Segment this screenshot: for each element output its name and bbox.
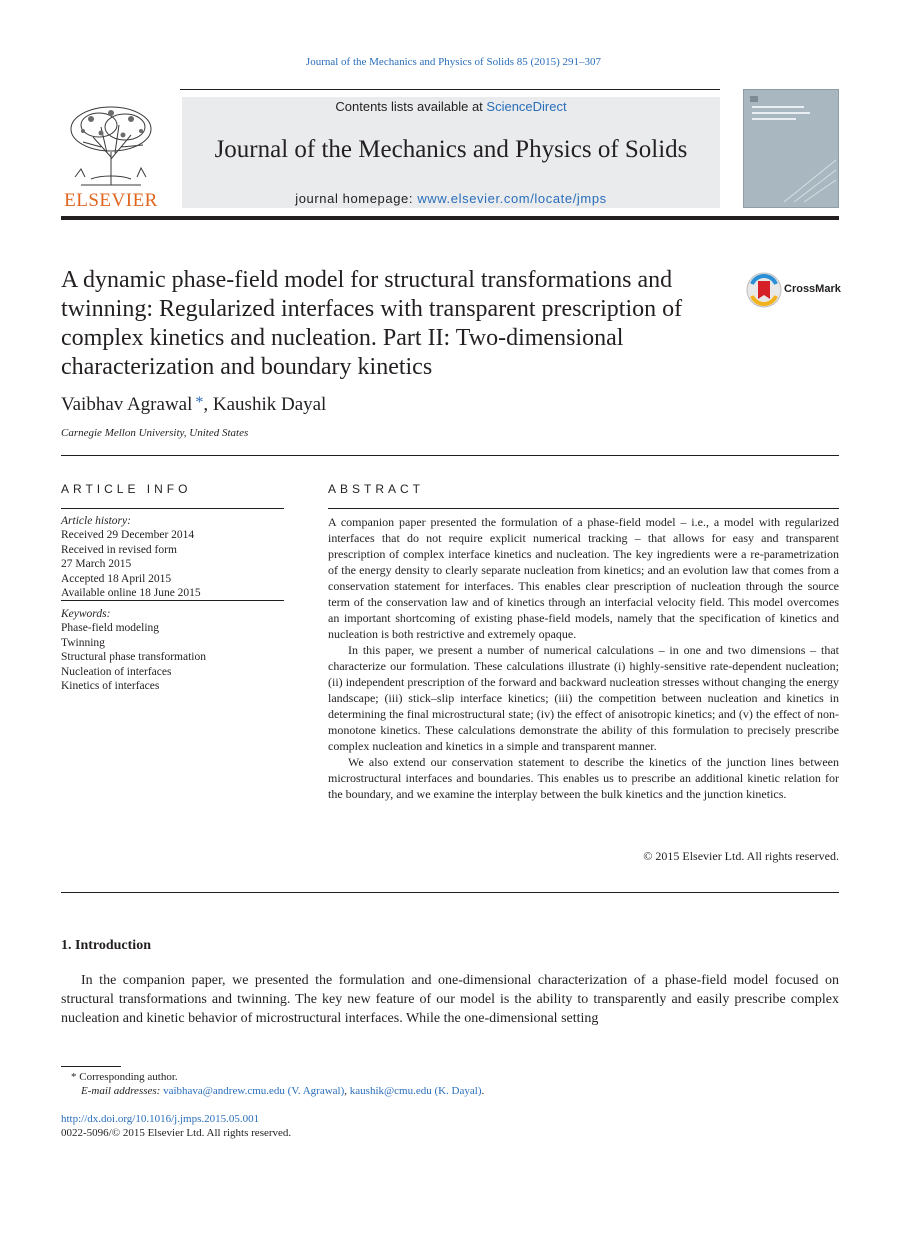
email-label: E-mail addresses:: [81, 1085, 164, 1097]
contents-prefix: Contents lists available at: [335, 99, 487, 114]
homepage-link[interactable]: www.elsevier.com/locate/jmps: [417, 191, 607, 206]
author-agrawal: Vaibhav Agrawal: [61, 394, 193, 415]
homepage-line: [182, 191, 720, 206]
footnote-rule: [61, 1066, 121, 1067]
email-end: .: [481, 1085, 485, 1097]
email-link-agrawal[interactable]: vaibhava@andrew.cmu.edu (V. Agrawal): [163, 1085, 345, 1097]
corresponding-author-note: * Corresponding author.: [71, 1071, 178, 1083]
sciencedirect-link[interactable]: ScienceDirect: [486, 99, 567, 114]
corresponding-author-mark[interactable]: *: [195, 394, 204, 411]
homepage-prefix: journal homepage:: [295, 191, 418, 206]
crossmark-icon: [746, 272, 782, 308]
article-info-rule-1: [61, 508, 284, 509]
section-heading-introduction: 1. Introduction: [61, 938, 151, 953]
abstract-paragraph: We also extend our conservation statement to describe the kinetics of the junction lines between microstructural interfaces and boundaries. This enables us to prescribe an additional kinetic relation for the boundary, and we examine the interplay between the bulk kinetics and the junction kinetics.: [328, 755, 839, 801]
email-link-dayal[interactable]: kaushik@cmu.edu (K. Dayal): [349, 1085, 482, 1097]
history-item: Received in revised form: [61, 543, 177, 556]
doi-link[interactable]: http://dx.doi.org/10.1016/j.jmps.2015.05.001: [61, 1113, 260, 1125]
keyword-item: Nucleation of interfaces: [61, 665, 172, 678]
history-item: Received 29 December 2014: [61, 529, 195, 542]
masthead-top-rule: [180, 89, 720, 90]
keyword-item: Twinning: [61, 636, 105, 649]
article-history: [61, 514, 284, 600]
author-dayal: Kaushik Dayal: [212, 394, 327, 415]
email-addresses: [81, 1084, 781, 1098]
crossmark-label: CrossMark: [784, 283, 841, 295]
author-separator: ,: [203, 394, 213, 415]
history-label: Article history:: [61, 515, 131, 527]
keywords: [61, 607, 284, 693]
history-item: Accepted 18 April 2015: [61, 572, 172, 585]
contents-line: [182, 99, 720, 114]
abstract-rule: [328, 508, 839, 509]
keyword-item: Structural phase transformation: [61, 651, 206, 664]
keyword-item: Phase-field modeling: [61, 622, 160, 635]
crossmark-badge[interactable]: [746, 272, 846, 308]
abstract-paragraph: In this paper, we present a number of numerical calculations – in one and two dimensions – that characterize our formulation. These calculations illustrate (i) highly-sensitive rate-dependent nucleation; (ii) independent prescription of the forward and backward nucleation stresses without changing the energy landscape; (iii) stick–slip interface kinetics; (iii) the competition between nucleation and kinetics in determining the final microstructural state; (iv) the effect of anisotropic kinetics; and (v) the effect of non-monotone kinetics. These calculations demonstrate the ability of this formulation to precisely prescribe complex nucleation and kinetics in a simple and transparent manner.: [328, 643, 839, 753]
keyword-item: Kinetics of interfaces: [61, 680, 160, 693]
history-item: 27 March 2015: [61, 558, 132, 571]
article-info-rule-2: [61, 600, 284, 601]
authors: [61, 394, 561, 416]
abstract-paragraph: A companion paper presented the formulation of a phase-field model – i.e., a model with regularized interfaces that do not require explicit numerical tracking – that allows for easy and transparent prescription of complex interface kinetics and nucleation. The key ingredients were a re-parametrization of the energy density to clearly separate nucleation from kinetics; and an evolution law that comes from a conservation statement for interfaces. This enables clear prescription of nucleation through the source term of the conservation law and of kinetics through an interfacial velocity field. This model overcomes an important shortcoming of existing phase-field models, namely that the specification of kinetics and nucleation is both restrictive and extremely opaque.: [328, 515, 839, 641]
abstract-copyright: © 2015 Elsevier Ltd. All rights reserved.: [643, 849, 839, 863]
article-title: A dynamic phase-field model for structural transformations and twinning: Regularized interfaces with transparent prescription of complex kinetics and nucleation. Part II: Two-dimensional characterization and boundary kinetics: [61, 267, 683, 380]
cover-art: [744, 90, 838, 207]
masthead-bottom-rule: [61, 216, 839, 220]
issn-copyright: 0022-5096/© 2015 Elsevier Ltd. All rights reserved.: [61, 1127, 292, 1139]
journal-cover-thumbnail[interactable]: [743, 89, 839, 208]
affiliation: Carnegie Mellon University, United States: [61, 427, 249, 439]
abstract-heading: ABSTRACT: [328, 482, 425, 496]
journal-title: Journal of the Mechanics and Physics of Solids: [214, 136, 688, 163]
keywords-label: Keywords:: [61, 608, 111, 620]
history-item: Available online 18 June 2015: [61, 587, 201, 600]
article-info-heading: ARTICLE INFO: [61, 482, 192, 496]
elsevier-wordmark: ELSEVIER: [64, 190, 158, 211]
abstract-top-rule: [61, 455, 839, 456]
email-separator: ,: [344, 1085, 350, 1097]
intro-paragraph: In the companion paper, we presented the formulation and one-dimensional characterization of a phase-field model focused on structural transformations and twinning. The key new feature of our model is the ability to transparently and easily prescribe complex nucleation and kinetic behavior of microstructural interfaces. While the one-dimensional setting: [61, 973, 839, 1026]
abstract-body: [328, 514, 839, 802]
abstract-bottom-rule: [61, 892, 839, 893]
running-head[interactable]: Journal of the Mechanics and Physics of Solids 85 (2015) 291–307: [305, 56, 602, 68]
